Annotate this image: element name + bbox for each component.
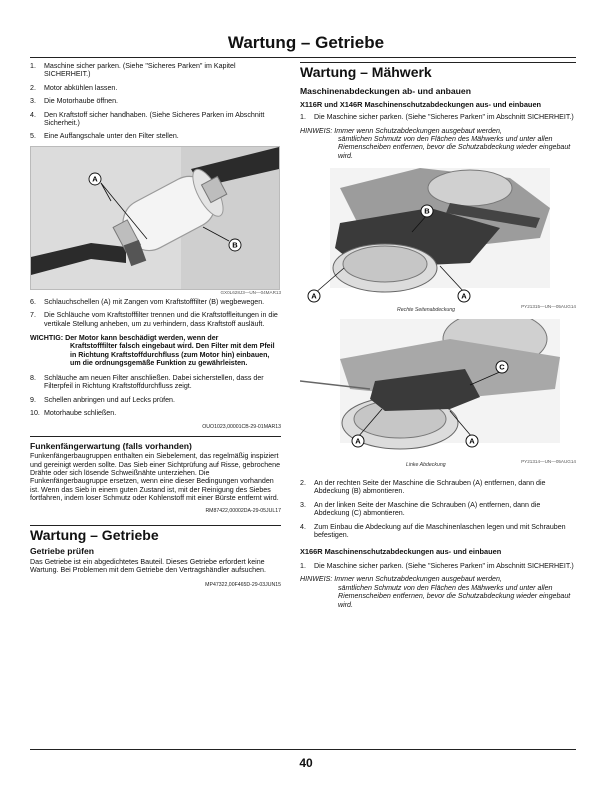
steps-list-c xyxy=(30,374,281,418)
figure-caption: Rechte Seitenabdeckung xyxy=(397,307,455,314)
figure-code: PY21314—UN—05AUG14 xyxy=(521,458,576,464)
page-title: Wartung – Getriebe xyxy=(227,33,385,52)
left-cover-illustration xyxy=(300,319,576,459)
right-cover-photo xyxy=(300,168,576,304)
x116r-heading: X116R und X146R Maschinenschutzabdeckungen aus- und einbauen xyxy=(300,99,542,109)
callout-a: A xyxy=(92,174,98,184)
left-column xyxy=(30,62,281,589)
step-8: 8. Schläuche am neuen Filter anschließen. Dabei sicherstellen, dass der Filterpfeil in Richtung Kraftstoffdurchfluss zeigt. xyxy=(30,373,264,391)
x166r-heading: X166R Maschinenschutzabdeckungen aus- und einbauen xyxy=(300,546,502,556)
callout-c: C xyxy=(499,362,505,372)
spark-arrester-body: Funkenfängerbaugruppen enthalten ein Siebelement, das regelmäßig inspiziert und gereinigt werden sollte. Das Sieb einer Sichtprüfung auf Risse, gebrochene Drähte oder sich lösende Schweißnähte unterziehen. Die Funkenfängerbaugruppe ersetzen, wenn eine dieser Bedingungen vorhanden ist. Wenn das Sieb in einem guten Zustand ist, mit der Reinigung des Siebes fortfahren, indem loser Schmutz oder Kohlenstoff mit einer Bürste entfernt wird. xyxy=(30,452,281,503)
step-1: 1. Die Maschine sicher parken. (Siehe "Sicheres Parken" im Abschnitt SICHERHEIT.) xyxy=(300,113,574,122)
mower-section-heading: Wartung – Mähwerk xyxy=(300,64,432,80)
right-cover-illustration xyxy=(300,168,576,304)
step-3: 3. An der linken Seite der Maschine die Schrauben (A) entfernen, dann die Abdeckung (C) abmontieren. xyxy=(300,500,541,518)
covers-heading: Maschinenabdeckungen ab- und anbauen xyxy=(300,86,471,97)
left-cover-photo xyxy=(300,319,576,459)
section-divider xyxy=(30,436,281,437)
callout-b: B xyxy=(232,240,238,250)
right-column xyxy=(300,62,576,609)
reference-code: MP47322,00F465D-29-03JUN15 xyxy=(205,581,281,588)
step-2: 2. An der rechten Seite der Maschine die Schrauben (A) entfernen, dann die Abdeckung (B) abmontieren. xyxy=(300,479,546,496)
reference-code: RM87422,00002DA-29-05JUL17 xyxy=(205,507,281,514)
page-number: 40 xyxy=(299,756,313,770)
steps-list-2 xyxy=(300,479,576,539)
step-3: 3. Die Motorhaube öffnen. xyxy=(30,97,119,106)
gearbox-section-heading: Wartung – Getriebe xyxy=(30,526,159,543)
step-6: 6. Schlauchschellen (A) mit Zangen vom Kraftstofffilter (B) wegbewegen. xyxy=(30,297,265,306)
hint-note: HINWEIS: Immer wenn Schutzabdeckungen ausgebaut werden, sämtlichen Schmutz von den Flächen des Mähwerks und unter allen Riemenscheiben entfernen, bevor die Schutzabdeckung wieder eingebaut wird. xyxy=(300,126,571,160)
callout-b: B xyxy=(424,206,430,216)
gearbox-body: Das Getriebe ist ein abgedichtetes Bauteil. Dieses Getriebe erfordert keine Wartung. Bei Problemen mit dem Getriebe den Vertragshändler aufsuchen. xyxy=(30,557,266,575)
section-divider xyxy=(30,525,281,526)
callout-a: A xyxy=(461,291,467,301)
figure-code: PY21315—UN—05AUG14 xyxy=(521,304,576,310)
steps-list-b xyxy=(30,298,281,328)
section-divider xyxy=(300,62,576,63)
callout-a: A xyxy=(469,436,475,446)
figure-caption: Linke Abdeckung xyxy=(406,461,446,468)
step-1: 1. Maschine sicher parken. (Siehe "Sicheres Parken" im Kapitel SICHERHEIT.) xyxy=(30,62,236,79)
header-rule xyxy=(30,57,576,58)
hint-note: HINWEIS: Immer wenn Schutzabdeckungen ausgebaut werden, sämtlichen Schmutz von den Flächen des Mähwerks und unter allen Riemenscheiben entfernen, bevor die Schutzabdeckung wieder eingebaut wird. xyxy=(300,575,571,609)
gearbox-check-heading: Getriebe prüfen xyxy=(30,546,94,557)
step-5: 5. Eine Auffangschale unter den Filter stellen. xyxy=(30,132,179,141)
step-7: 7. Die Schläuche vom Kraftstofffilter trennen und die Kraftstoffleitungen in die vertikale Stellung anheben, um zu verhindern, dass Kraftstoff ausläuft. xyxy=(30,311,278,328)
step-4: 4. Zum Einbau die Abdeckung auf die Maschinenlaschen legen und mit Schrauben befestigen. xyxy=(300,522,566,540)
reference-code: OUO1023,00001CB-29-01MAR13 xyxy=(202,424,281,431)
important-label: WICHTIG: xyxy=(30,334,64,343)
footer-rule xyxy=(30,749,576,750)
fuel-filter-photo xyxy=(30,146,280,290)
step-4: 4. Den Kraftstoff sicher handhaben. (Siehe Sicheres Parken im Abschnitt Sicherheit.) xyxy=(30,110,265,128)
fuel-filter-illustration xyxy=(31,147,279,289)
figure-code: GX0L628J3—UN—04MAR13 xyxy=(220,289,281,295)
steps-list-a xyxy=(30,62,281,141)
step-9: 9. Schellen anbringen und auf Lecks prüfen. xyxy=(30,395,175,404)
step-2: 2. Motor abkühlen lassen. xyxy=(30,83,118,92)
step-10: 10. Motorhaube schließen. xyxy=(30,408,117,417)
important-notice: WICHTIG: Der Motor kann beschädigt werden, wenn der Kraftstofffilter falsch eingebaut wird. Den Filter mit dem Pfeil in Richtung Kraftstoffdurchfluss (zum Motor hin) einbauen, um die ordnungsgemäße Funktion zu gewährleisten. xyxy=(30,334,275,368)
callout-a: A xyxy=(355,436,361,446)
spark-arrester-heading: Funkenfängerwartung (falls vorhanden) xyxy=(30,440,192,451)
callout-a: A xyxy=(311,291,317,301)
step-1: 1. Die Maschine sicher parken. (Siehe "Sicheres Parken" im Abschnitt SICHERHEIT.) xyxy=(300,561,574,570)
